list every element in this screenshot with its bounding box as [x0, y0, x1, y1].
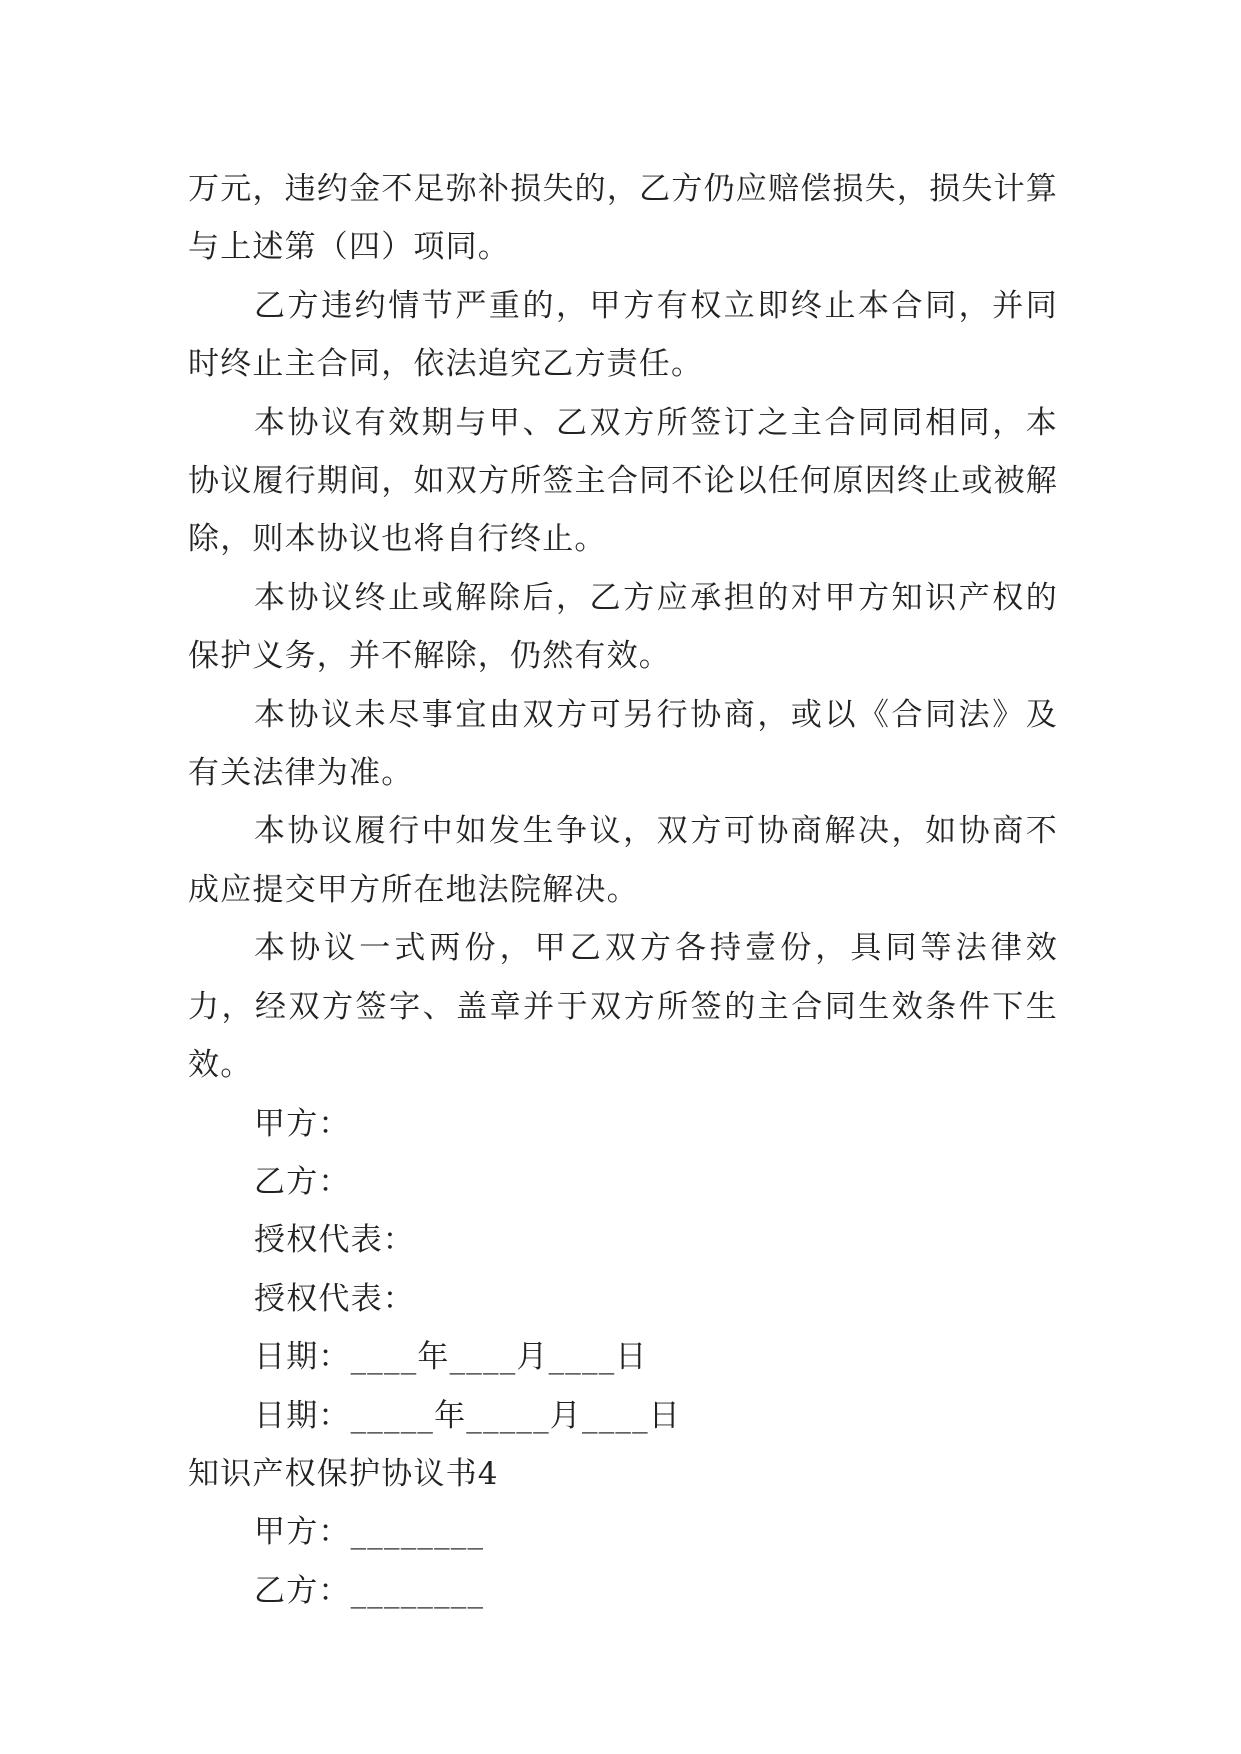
signature-party-b: 乙方： — [254, 1163, 351, 1200]
section-title: 知识产权保护协议书4 — [188, 1455, 499, 1492]
paragraph-copies-effect: 本协议一式两份，甲乙双方各持壹份，具同等法律效力，经双方签字、盖章并于双方所签的主合同生效条件下生效。 — [188, 930, 1058, 1084]
document-body — [188, 160, 1058, 1620]
signature-date-a: 日期：____年____月____日 — [254, 1339, 648, 1376]
signature-date-b: 日期：_____年_____月____日 — [254, 1397, 681, 1434]
paragraph-validity-period: 本协议有效期与甲、乙双方所签订之主合同同相同，本协议履行期间，如双方所签主合同不论以任何原因终止或被解除，则本协议也将自行终止。 — [188, 404, 1058, 558]
paragraph-penalty-continuation: 万元，违约金不足弥补损失的，乙方仍应赔偿损失，损失计算与上述第（四）项同。 — [188, 171, 1058, 266]
paragraph-post-termination: 本协议终止或解除后，乙方应承担的对甲方知识产权的保护义务，并不解除，仍然有效。 — [188, 579, 1058, 675]
signature-representative-b: 授权代表： — [254, 1280, 415, 1317]
signature-party-a: 甲方： — [254, 1105, 351, 1142]
section-party-b: 乙方：________ — [254, 1572, 485, 1609]
paragraph-serious-breach: 乙方违约情节严重的，甲方有权立即终止本合同，并同时终止主合同，依法追究乙方责任。 — [188, 287, 1058, 383]
section-party-a: 甲方：________ — [254, 1514, 485, 1551]
paragraph-dispute-resolution: 本协议履行中如发生争议，双方可协商解决，如协商不成应提交甲方所在地法院解决。 — [188, 813, 1058, 908]
signature-representative-a: 授权代表： — [254, 1222, 415, 1259]
paragraph-unresolved-matters: 本协议未尽事宜由双方可另行协商，或以《合同法》及有关法律为准。 — [188, 696, 1058, 792]
